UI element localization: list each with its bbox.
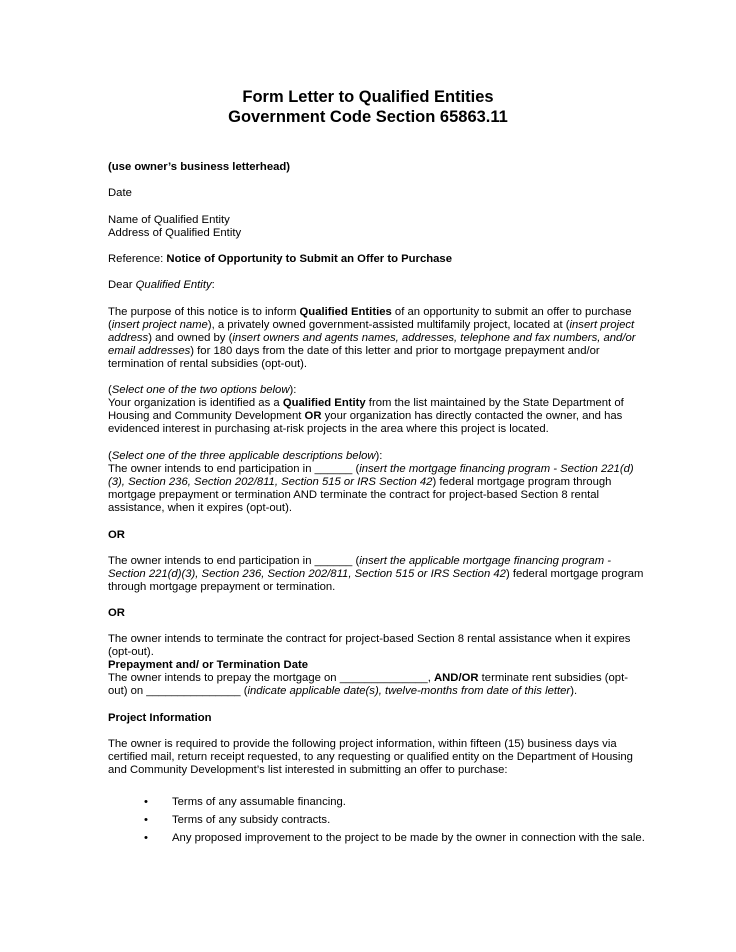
document-title (0, 87, 736, 127)
list-item: • Terms of any subsidy contracts. (144, 814, 331, 826)
project-info-body: The owner is required to provide the following project information, within fifteen (15) business days via certified mail, return receipt requested, to any requesting or qualified entity on the Department of Housing and Community Development’s list interested in submitting an offer to purchase: (108, 738, 633, 776)
recipient-name: Name of Qualified Entity (108, 214, 230, 226)
two-options-body: Your organization is identified as a Qualified Entity from the list maintained by the State Department of Housing and Community Development OR your organization has directly contacted the owner, and has evidenced interest in purchasing at-risk projects in the area where this project is located. (108, 397, 624, 435)
three-options-section (108, 450, 644, 515)
two-options-instruction: (Select one of the two options below): (108, 384, 297, 396)
date-line: Date (108, 187, 132, 199)
recipient-address: Address of Qualified Entity (108, 227, 242, 239)
project-info-list (144, 796, 644, 850)
bullet-icon: • (144, 814, 148, 826)
project-info-heading: Project Information (108, 712, 212, 724)
title-line-2: Government Code Section 65863.11 (228, 108, 508, 126)
prepayment-heading: Prepayment and/ or Termination Date (108, 659, 309, 671)
prepayment-section (108, 659, 644, 698)
list-item: • Terms of any assumable financing. (144, 796, 346, 808)
three-options-instruction: (Select one of the three applicable descriptions below): (108, 450, 383, 462)
description-3: The owner intends to terminate the contract for project-based Section 8 rental assistance when it expires (opt-out). (108, 633, 631, 658)
two-options-section (108, 384, 644, 436)
title-line-1: Form Letter to Qualified Entities (242, 88, 494, 106)
letterhead-instruction: (use owner’s business letterhead) (108, 161, 291, 173)
bullet-icon: • (144, 832, 148, 844)
purpose-paragraph: The purpose of this notice is to inform Qualified Entities of an opportunity to submit an offer to purchase (insert project name), a privately owned government-assisted multifamily project, located at (insert project address) and owned by (insert owners and agents names, addresses, telephone and fax numbers, and/or email addresses) for 180 days from the date of this letter and prior to mortgage prepayment and/or termination of rental subsidies (opt-out). (108, 306, 636, 370)
bullet-icon: • (144, 796, 148, 808)
salutation: Dear Qualified Entity: (108, 279, 215, 291)
recipient-block (108, 214, 644, 240)
list-item: • Any proposed improvement to the project to be made by the owner in connection with the sale. (144, 832, 645, 844)
or-separator-2: OR (108, 607, 125, 619)
reference-line: Reference: Notice of Opportunity to Submit an Offer to Purchase (108, 253, 452, 265)
description-1: The owner intends to end participation in ______ (insert the mortgage financing program - Section 221(d)(3), Section 236, Section 202/811, Section 515 or IRS Section 42) federal mortgage program through mortgage prepayment or termination AND terminate the contract for project-based Section 8 rental assistance, when it expires (opt-out). (108, 463, 634, 514)
or-separator-1: OR (108, 529, 125, 541)
reference-subject: Notice of Opportunity to Submit an Offer to Purchase (166, 253, 452, 265)
prepayment-body: The owner intends to prepay the mortgage on ______________, AND/OR terminate rent subsidies (opt-out) on _______________ (indicate applicable date(s), twelve-months from date of this letter). (108, 672, 628, 697)
description-2: The owner intends to end participation in ______ (insert the applicable mortgage financing program - Section 221(d)(3), Section 236, Section 202/811, Section 515 or IRS Section 42) federal mortgage program through mortgage prepayment or termination. (108, 555, 644, 593)
